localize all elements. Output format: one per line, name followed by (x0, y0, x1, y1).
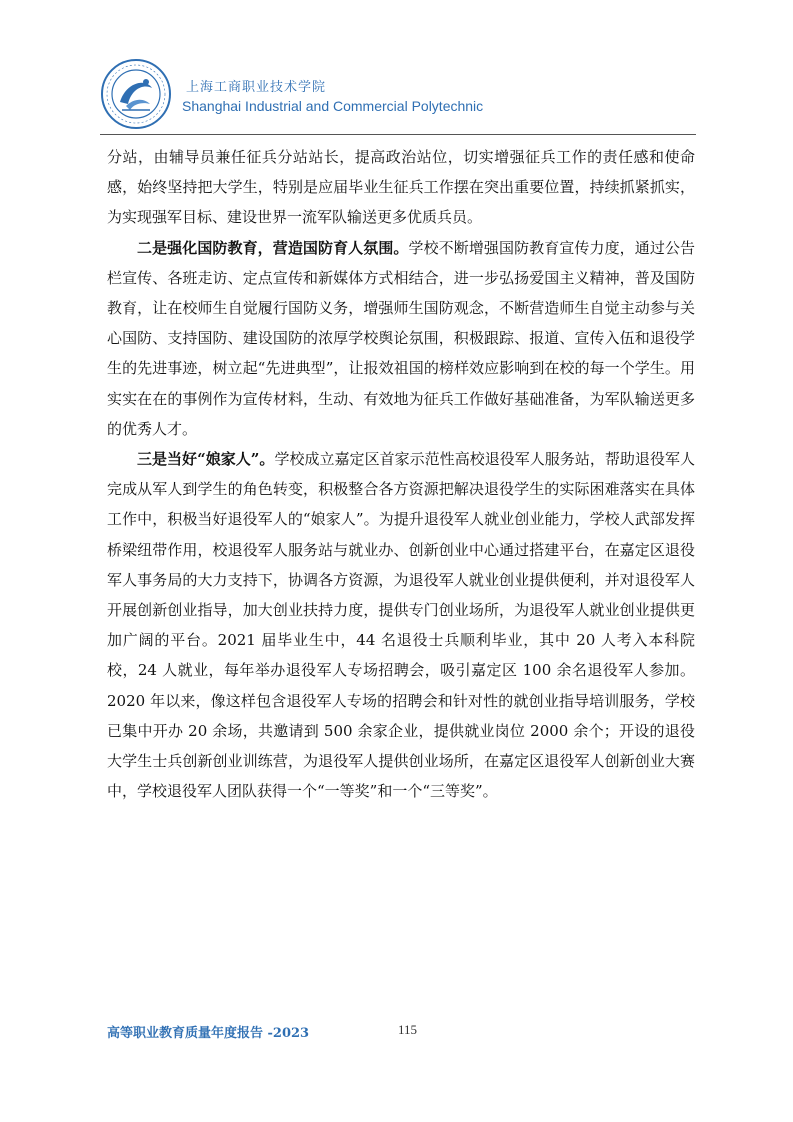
footer-report-title: 高等职业教育质量年度报告 -2023 (107, 1026, 310, 1041)
paragraph-heading-defense: 二是强化国防教育，营造国防育人氛围。 (137, 238, 409, 257)
header-school-name-en: Shanghai Industrial and Commercial Polytechnic (182, 98, 484, 114)
paragraph-veteran-support (107, 444, 695, 806)
page-number: 115 (398, 1022, 418, 1037)
page-header (100, 58, 700, 136)
header-school-name-cn: 上海工商职业技术学院 (186, 80, 327, 95)
paragraph-text-defense: 学校不断增强国防教育宣传力度，通过公告栏宣传、各班走访、定点宣传和新媒体方式相结合，进一步弘扬爱国主义精神，普及国防教育，让在校师生自觉履行国防义务，增强师生国防观念，不断营造师生自觉主动参与关心国防、支持国防、建设国防的浓厚学校舆论氛围，积极跟踪、报道、宣传入伍和退役学生的先进事迹，树立起“先进典型”，让报效祖国的榜样效应影响到在校的每一个学生。用实实在在的事例作为宣传材料，生动、有效地为征兵工作做好基础准备，为军队输送更多的优秀人才。 (107, 238, 695, 438)
header-divider (100, 134, 696, 135)
page-body (107, 142, 695, 806)
paragraph-text-veterans: 学校成立嘉定区首家示范性高校退役军人服务站，帮助退役军人完成从军人到学生的角色转变，积极整合各方资源把解决退役学生的实际困难落实在具体工作中，积极当好退役军人的“娘家人”。为提升退役军人就业创业能力，学校人武部发挥桥梁纽带作用，校退役军人服务站与就业办、创新创业中心通过搭建平台，在嘉定区退役军人事务局的大力支持下，协调各方资源，为退役军人就业创业提供便利，并对退役军人开展创新创业指导，加大创业扶持力度，提供专门创业场所，为退役军人就业创业提供更加广阔的平台。2021 届毕业生中，44 名退役士兵顺利毕业，其中 20 人考入本科院校，24 人就业，每年举办退役军人专场招聘会，吸引嘉定区 100 余名退役军人参加。2020 年以来，像这样包含退役军人专场的招聘会和针对性的就创业指导培训服务，学校已集中开办 20 余场，共邀请到 500 余家企业，提供就业岗位 2000 余个；开设的退役大学生士兵创新创业训练营，为退役军人提供创业场所，在嘉定区退役军人创新创业大赛中，学校退役军人团队获得一个“一等奖”和一个“三等奖”。 (107, 450, 695, 801)
paragraph-continuation: 分站，由辅导员兼任征兵分站站长，提高政治站位，切实增强征兵工作的责任感和使命感，始终坚持把大学生，特别是应届毕业生征兵工作摆在突出重要位置，持续抓紧抓实，为实现强军目标、建设世界一流军队输送更多优质兵员。 (107, 148, 695, 227)
shanghai-polytechnic-seal-icon (100, 58, 172, 130)
paragraph-heading-veterans: 三是当好“娘家人”。 (137, 450, 275, 469)
paragraph-national-defense-education (107, 233, 695, 444)
